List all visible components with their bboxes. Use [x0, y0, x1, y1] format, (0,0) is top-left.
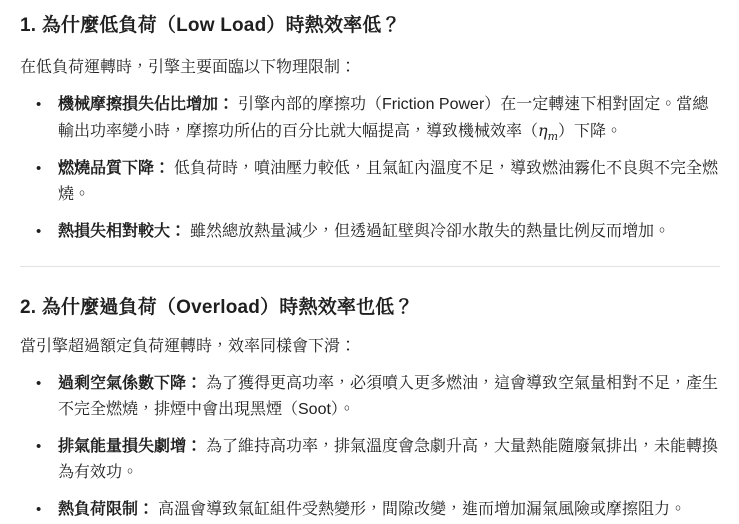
section-low-load: [20, 12, 720, 245]
section-divider: [20, 266, 720, 267]
bullet-desc: 低負荷時，噴油壓力較低，且氣缸內溫度不足，導致燃油霧化不良與不完全燃燒。: [58, 160, 719, 203]
bullet-desc: 雖然總放熱量減少，但透過缸壁與冷卻水散失的熱量比例反而增加。: [190, 223, 671, 240]
list-item: [20, 92, 720, 145]
bullet-term: 熱負荷限制：: [58, 501, 155, 518]
section-1-heading: 1. 為什麼低負荷（Low Load）時熱效率低？: [20, 15, 401, 36]
list-item: [20, 497, 720, 523]
bullet-desc: 高溫會導致氣缸組件受熱變形，間隙改變，進而增加漏氣風險或摩擦阻力。: [158, 501, 687, 518]
section-1-intro: 在低負荷運轉時，引擎主要面臨以下物理限制：: [20, 59, 357, 76]
list-item: [20, 371, 720, 423]
bullet-desc-post-math: ）下降。: [558, 123, 623, 140]
bullet-term: 排氣能量損失劇增：: [58, 438, 203, 455]
list-item: [20, 219, 720, 245]
section-overload: [20, 294, 720, 523]
bullet-term: 燃燒品質下降：: [58, 160, 171, 177]
bullet-term: 過剩空氣係數下降：: [58, 375, 203, 392]
bullet-desc: 為了維持高功率，排氣溫度會急劇升高，大量熱能隨廢氣排出，未能轉換為有效功。: [58, 438, 719, 481]
list-item: [20, 156, 720, 208]
bullet-term: 機械摩擦損失佔比增加：: [58, 96, 235, 113]
math-subscript-m: m: [547, 130, 559, 144]
section-2-intro: 當引擎超過額定負荷運轉時，效率同樣會下滑：: [20, 338, 357, 355]
section-2-heading: 2. 為什麼過負荷（Overload）時熱效率也低？: [20, 297, 414, 318]
bullet-term: 熱損失相對較大：: [58, 223, 187, 240]
eta-m-math-symbol: [538, 121, 559, 144]
bullet-desc-pre-math: 引擎內部的摩擦功（Friction Power）在一定轉速下相對固定。當總輸出功率變小時，摩擦功所佔的百分比就大幅提高，導致機械效率（: [58, 96, 709, 140]
section-2-bullet-list: [20, 371, 720, 523]
bullet-desc: 為了獲得更高功率，必須噴入更多燃油，這會導致空氣量相對不足，產生不完全燃燒，排煙中會出現黑煙（Soot）。: [58, 375, 719, 418]
math-eta: η: [538, 121, 548, 140]
section-1-bullet-list: [20, 92, 720, 245]
list-item: [20, 434, 720, 486]
